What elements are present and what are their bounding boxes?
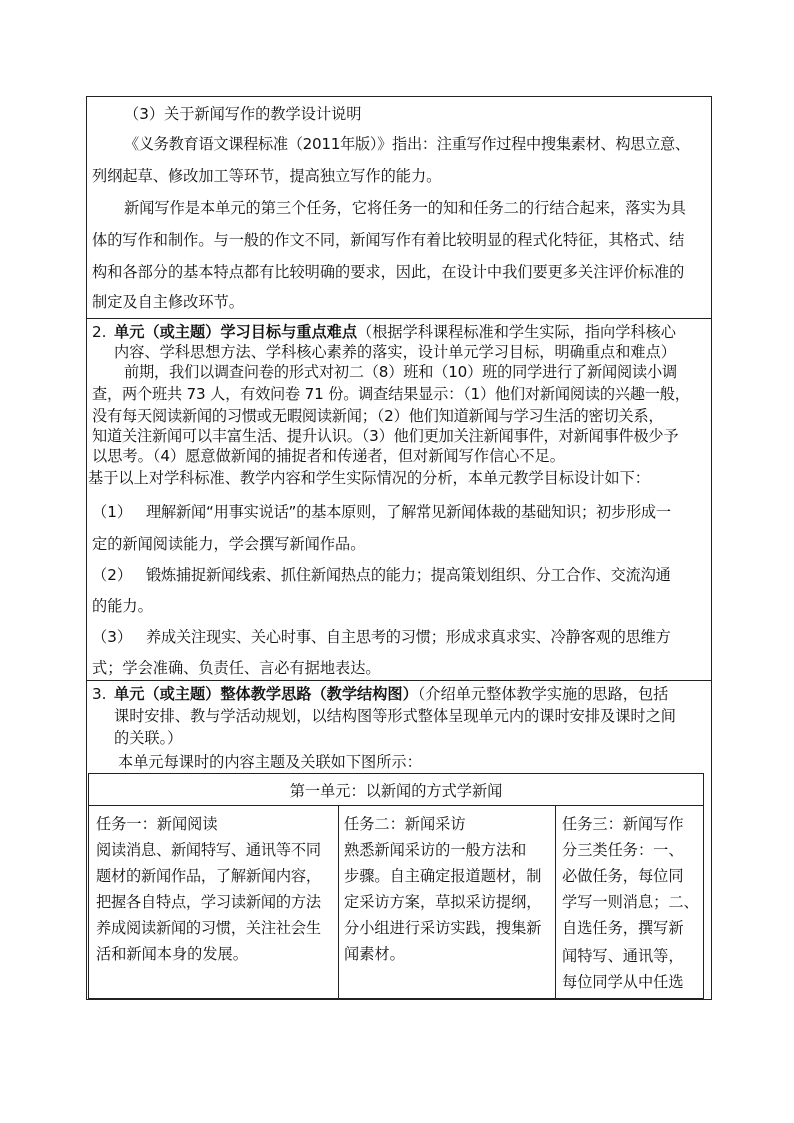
structure-table-divider bbox=[88, 805, 704, 806]
survey-line: 以思考。（4）愿意做新闻的捕捉者和传递者，但对新闻写作信心不足。 bbox=[92, 447, 565, 465]
paragraph-line: 制定及自主修改环节。 bbox=[92, 293, 244, 311]
section-number: 3. bbox=[92, 685, 107, 703]
section-number: 2. bbox=[92, 323, 107, 341]
goal-text: 理解新闻“用事实说话”的基本原则，了解常见新闻体裁的基础知识；初步形成一 bbox=[146, 503, 671, 521]
section-title-line: 的关联。） bbox=[114, 729, 183, 747]
goal-text: 锻炼捕捉新闻线索、抓住新闻热点的能力；提高策划组织、分工合作、交流沟通 bbox=[146, 566, 671, 584]
task3-line: 闻特写、通讯等， bbox=[562, 947, 684, 965]
column-divider bbox=[338, 805, 339, 1000]
task1-line: 把握各自特点，学习读新闻的方法 bbox=[96, 893, 321, 911]
paragraph-line: 构和各部分的基本特点都有比较明确的要求，因此，在设计中我们要更多关注评价标准的 bbox=[92, 263, 685, 281]
survey-line: 前期，我们以调查问卷的形式对初二（8）班和（10）班的同学进行了新闻阅读小调 bbox=[124, 363, 677, 381]
section-title-line: 内容、学科思想方法、学科核心素养的落实，设计单元学习目标，明确重点和难点） bbox=[114, 343, 676, 361]
section-title bbox=[114, 322, 676, 342]
task2-line: 定采访方案，草拟采访提纲， bbox=[344, 893, 542, 911]
survey-line: 查，两个班共 73 人，有效问卷 71 份。调查结果显示：（1）他们对新闻阅读的兴趣一般， bbox=[92, 385, 690, 403]
section-title-bold: 单元（或主题）整体教学思路（教学结构图） bbox=[114, 685, 418, 703]
paragraph-line: 列纲起草、修改加工等环节，提高独立写作的能力。 bbox=[92, 167, 442, 185]
survey-line: 知道关注新闻可以丰富生活、提升认识。（3）他们更加关注新闻事件，对新闻事件极少予 bbox=[92, 427, 679, 445]
goal-text: 式；学会准确、负责任、言必有据地表达。 bbox=[92, 659, 381, 677]
goal-text: 定的新闻阅读能力，学会撰写新闻作品。 bbox=[92, 535, 366, 553]
goal-number: （2） bbox=[92, 566, 133, 584]
task2-line: 闻素材。 bbox=[344, 945, 405, 963]
task3-line: 分三类任务：一、 bbox=[562, 841, 684, 859]
section-divider bbox=[86, 680, 712, 681]
section-heading: （3）关于新闻写作的教学设计说明 bbox=[124, 105, 362, 123]
survey-line: 没有每天阅读新闻的习惯或无暇阅读新闻；（2）他们知道新闻与学习生活的密切关系， bbox=[92, 407, 664, 425]
task2-line: 熟悉新闻采访的一般方法和 bbox=[344, 841, 527, 859]
section-title-note: （介绍单元整体教学实施的思路，包括 bbox=[417, 685, 669, 703]
task1-line: 阅读消息、新闻特写、通讯等不同 bbox=[96, 841, 321, 859]
paragraph-line: 新闻写作是本单元的第三个任务，它将任务一的知和任务二的行结合起来，落实为具 bbox=[124, 199, 686, 217]
task3-line: 必做任务，每位同 bbox=[562, 867, 684, 885]
section-title-line: 课时安排、教与学活动规划，以结构图等形式整体呈现单元内的课时安排及课时之间 bbox=[114, 707, 676, 725]
goal-text: 养成关注现实、关心时事、自主思考的习惯；形成求真求实、冷静客观的思维方 bbox=[146, 628, 671, 646]
task3-line: 自选任务，撰写新 bbox=[562, 919, 684, 937]
section-divider bbox=[86, 318, 712, 319]
column-divider bbox=[555, 805, 556, 1000]
task3-line: 每位同学从中任选 bbox=[562, 973, 684, 991]
task2-line: 分小组进行采访实践，搜集新 bbox=[344, 919, 542, 937]
paragraph-line: 《义务教育语文课程标准（2011年版）》指出：注重写作过程中搜集素材、构思立意、 bbox=[124, 135, 690, 153]
task3-line: 学写一则消息；二、 bbox=[562, 893, 699, 911]
task2-title: 任务二：新闻采访 bbox=[344, 815, 466, 833]
basis-line: 基于以上对学科标准、教学内容和学生实际情况的分析，本单元教学目标设计如下： bbox=[88, 469, 650, 487]
goal-number: （3） bbox=[92, 628, 133, 646]
goal-number: （1） bbox=[92, 503, 133, 521]
task1-line: 题材的新闻作品，了解新闻内容， bbox=[96, 867, 321, 885]
structure-intro: 本单元每课时的内容主题及关联如下图所示： bbox=[118, 753, 422, 771]
structure-table-title: 第一单元：以新闻的方式学新闻 bbox=[289, 782, 503, 800]
section-title-bold: 单元（或主题）学习目标与重点难点 bbox=[114, 323, 357, 341]
goal-text: 的能力。 bbox=[92, 597, 153, 615]
task1-line: 活和新闻本身的发展。 bbox=[96, 945, 248, 963]
task2-line: 步骤。自主确定报道题材，制 bbox=[344, 867, 542, 885]
task1-title: 任务一：新闻阅读 bbox=[96, 815, 218, 833]
section-title bbox=[114, 684, 668, 704]
paragraph-line: 体的写作和制作。与一般的作文不同，新闻写作有着比较明显的程式化特征，其格式、结 bbox=[92, 231, 685, 249]
task1-line: 养成阅读新闻的习惯，关注社会生 bbox=[96, 919, 321, 937]
section-title-note: （根据学科课程标准和学生实际，指向学科核心 bbox=[357, 323, 676, 341]
task3-title: 任务三：新闻写作 bbox=[562, 815, 684, 833]
